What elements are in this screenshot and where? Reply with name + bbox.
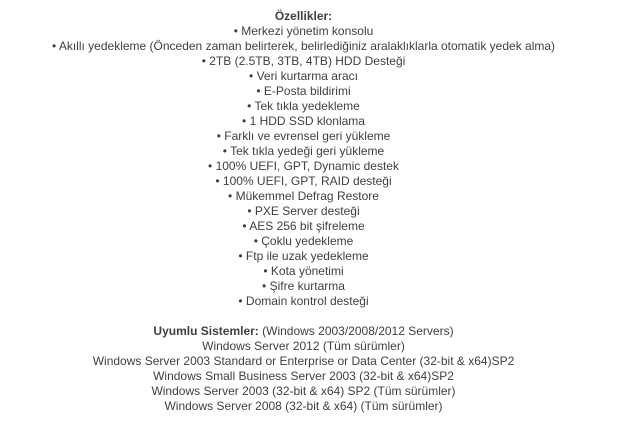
feature-text: 1 HDD SSD klonlama	[249, 114, 365, 128]
feature-text: 2TB (2.5TB, 3TB, 4TB) HDD Desteği	[209, 54, 406, 68]
feature-item: • 100% UEFI, GPT, Dynamic destek	[208, 159, 399, 173]
feature-text: Merkezi yönetim konsolu	[241, 24, 374, 38]
feature-text: Veri kurtarma aracı	[256, 69, 358, 83]
feature-text: 100% UEFI, GPT, RAID desteği	[222, 174, 392, 188]
feature-item: • Akıllı yedekleme (Önceden zaman belirterek, belirlediğiniz aralaklıklarla otomatik yedek alma)	[51, 39, 556, 53]
feature-text: Domain kontrol desteği	[245, 294, 369, 308]
feature-text: Ftp ile uzak yedekleme	[245, 249, 369, 263]
feature-item: • 1 HDD SSD klonlama	[242, 114, 365, 128]
feature-item: • Mükemmel Defrag Restore	[228, 189, 379, 203]
features-list	[0, 24, 607, 309]
compat-item: Windows Server 2003 (32-bit & x64) SP2 (Tüm sürümler)	[151, 384, 456, 398]
compat-label: Uyumlu Sistemler:	[153, 324, 259, 338]
compat-list	[0, 339, 607, 414]
feature-item: • AES 256 bit şifreleme	[242, 219, 365, 233]
feature-item: • Çoklu yedekleme	[253, 234, 354, 248]
feature-item: • Merkezi yönetim konsolu	[233, 24, 374, 38]
feature-item: • PXE Server desteği	[247, 204, 360, 218]
feature-item: • Tek tıkla yedeği geri yükleme	[222, 144, 385, 158]
compat-item: Windows Server 2008 (32-bit & x64) (Tüm sürümler)	[164, 399, 443, 413]
feature-text: Şifre kurtarma	[269, 279, 345, 293]
section-spacer	[0, 309, 607, 324]
feature-text: AES 256 bit şifreleme	[249, 219, 365, 233]
feature-item: • Kota yönetimi	[263, 264, 344, 278]
feature-item: • Ftp ile uzak yedekleme	[238, 249, 369, 263]
feature-item: • 2TB (2.5TB, 3TB, 4TB) HDD Desteği	[201, 54, 406, 68]
feature-item: • E-Posta bildirimi	[256, 84, 351, 98]
compat-item: Windows Server 2003 Standard or Enterprise or Data Center (32-bit & x64)SP2	[92, 354, 515, 368]
compat-summary: (Windows 2003/2008/2012 Servers)	[258, 324, 454, 338]
feature-text: Kota yönetimi	[270, 264, 344, 278]
feature-item: • Şifre kurtarma	[262, 279, 345, 293]
feature-item: • Farklı ve evrensel geri yükleme	[216, 129, 391, 143]
compat-item: Windows Small Business Server 2003 (32-bit & x64)SP2	[153, 369, 454, 383]
compat-item: Windows Server 2012 (Tüm sürümler)	[202, 339, 405, 353]
feature-item: • 100% UEFI, GPT, RAID desteği	[215, 174, 392, 188]
feature-text: Mükemmel Defrag Restore	[235, 189, 379, 203]
feature-text: Tek tıkla yedeği geri yükleme	[230, 144, 385, 158]
feature-item: • Veri kurtarma aracı	[249, 69, 358, 83]
compat-heading	[0, 324, 607, 339]
feature-text: E-Posta bildirimi	[263, 84, 351, 98]
feature-text: Tek tıkla yedekleme	[254, 99, 360, 113]
feature-text: 100% UEFI, GPT, Dynamic destek	[215, 159, 399, 173]
feature-text: Akıllı yedekleme (Önceden zaman belirterek, belirlediğiniz aralaklıklarla otomatik yedek alma)	[58, 39, 556, 53]
feature-text: Farklı ve evrensel geri yükleme	[224, 129, 391, 143]
feature-text: PXE Server desteği	[254, 204, 360, 218]
feature-item: • Domain kontrol desteği	[238, 294, 369, 308]
feature-text: Çoklu yedekleme	[261, 234, 354, 248]
feature-item: • Tek tıkla yedekleme	[247, 99, 360, 113]
features-heading: Özellikler:	[274, 9, 333, 23]
